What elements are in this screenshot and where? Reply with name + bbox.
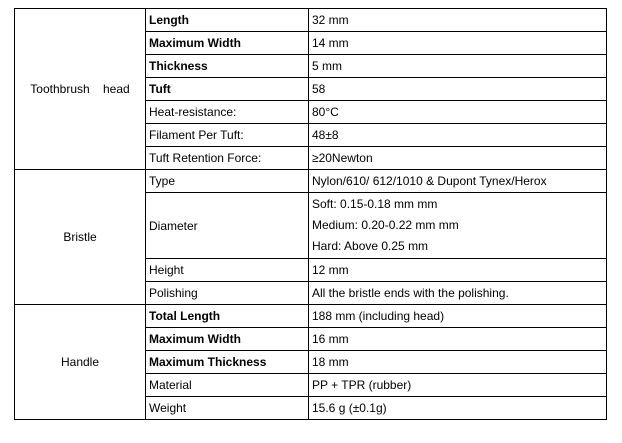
specification-table	[14, 8, 607, 420]
property-cell: Heat-resistance:	[146, 101, 309, 124]
value-cell: All the bristle ends with the polishing.	[309, 282, 607, 305]
property-cell: Length	[146, 9, 309, 32]
property-cell: Type	[146, 170, 309, 193]
property-cell: Tuft Retention Force:	[146, 147, 309, 170]
table-row	[15, 170, 607, 193]
value-cell-multiline	[309, 193, 607, 259]
property-cell: Thickness	[146, 55, 309, 78]
property-cell: Maximum Width	[146, 328, 309, 351]
property-cell: Maximum Thickness	[146, 351, 309, 374]
value-cell: ≥20Newton	[309, 147, 607, 170]
property-cell: Tuft	[146, 78, 309, 101]
value-cell: 15.6 g (±0.1g)	[309, 397, 607, 420]
property-cell: Weight	[146, 397, 309, 420]
group-label-toothbrush-head: Toothbrush head	[15, 9, 146, 170]
property-cell: Material	[146, 374, 309, 397]
diameter-hard: Hard: Above 0.25 mm	[312, 239, 429, 253]
table-row	[15, 9, 607, 32]
value-cell: Nylon/610/ 612/1010 & Dupont Tynex/Herox	[309, 170, 607, 193]
property-cell: Diameter	[146, 193, 309, 259]
diameter-medium: Medium: 0.20-0.22 mm mm	[312, 218, 459, 232]
value-cell: 16 mm	[309, 328, 607, 351]
diameter-soft: Soft: 0.15-0.18 mm mm	[312, 197, 438, 211]
value-cell: 32 mm	[309, 9, 607, 32]
value-cell: 80°C	[309, 101, 607, 124]
group-label-bristle: Bristle	[15, 170, 146, 305]
value-cell: 188 mm (including head)	[309, 305, 607, 328]
value-cell: 48±8	[309, 124, 607, 147]
property-cell: Total Length	[146, 305, 309, 328]
property-cell: Polishing	[146, 282, 309, 305]
table-row	[15, 305, 607, 328]
property-cell: Maximum Width	[146, 32, 309, 55]
value-cell: 12 mm	[309, 259, 607, 282]
value-cell: 14 mm	[309, 32, 607, 55]
value-cell: 58	[309, 78, 607, 101]
value-cell: PP + TPR (rubber)	[309, 374, 607, 397]
property-cell: Filament Per Tuft:	[146, 124, 309, 147]
group-label-handle: Handle	[15, 305, 146, 420]
value-cell: 18 mm	[309, 351, 607, 374]
property-cell: Height	[146, 259, 309, 282]
value-cell: 5 mm	[309, 55, 607, 78]
